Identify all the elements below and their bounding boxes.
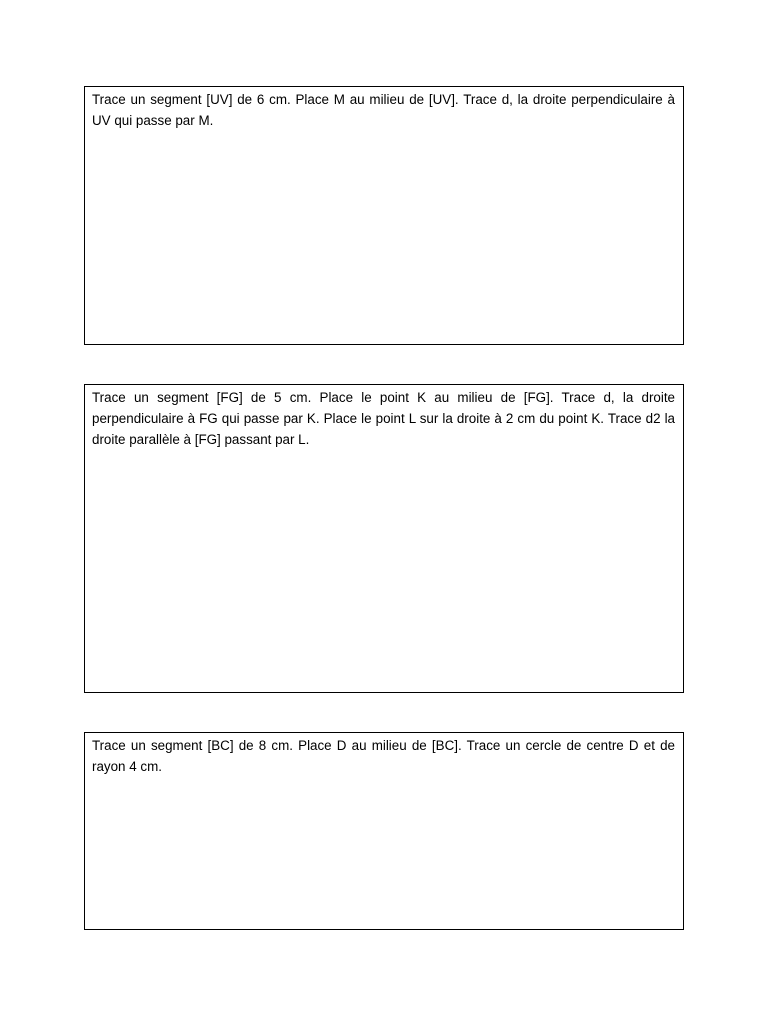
exercise-box-2: [84, 384, 684, 693]
exercise-1-instruction: Trace un segment [UV] de 6 cm. Place M au milieu de [UV]. Trace d, la droite perpendiculaire à UV qui passe par M.: [92, 92, 675, 128]
exercise-box-3: [84, 732, 684, 930]
exercise-2-instruction: Trace un segment [FG] de 5 cm. Place le point K au milieu de [FG]. Trace d, la droite perpendiculaire à FG qui passe par K. Place le point L sur la droite à 2 cm du point K. Trace d2 la droite parallèle à [FG] passant par L.: [92, 390, 675, 447]
exercise-3-instruction: Trace un segment [BC] de 8 cm. Place D au milieu de [BC]. Trace un cercle de centre D et de rayon 4 cm.: [92, 738, 675, 774]
exercise-box-1: [84, 86, 684, 345]
